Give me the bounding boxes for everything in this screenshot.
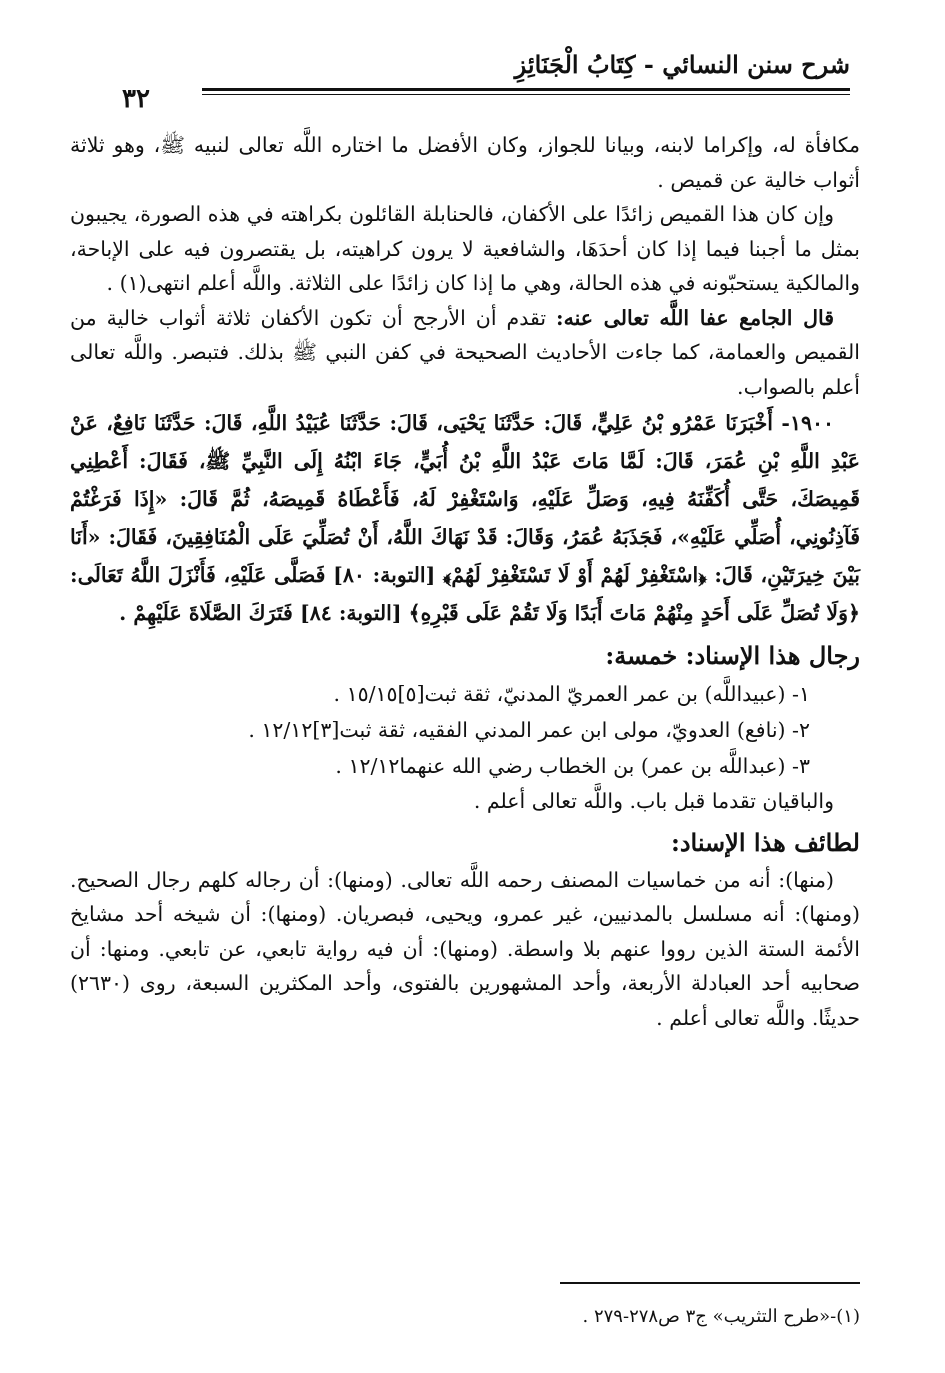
narrator-item: ١- (عبيداللَّه) بن عمر العمريّ المدنيّ، ثقة ثبت[٥]١٥/١٥ .: [333, 682, 810, 706]
narrator-item: ٣- (عبداللَّه بن عمر) بن الخطاب رضي الله عنهما١٢/١٢ .: [335, 754, 810, 778]
header-title: شرح سنن النسائي - كِتَابُ الْجَنَائِزِ: [514, 50, 850, 79]
paragraph: مكافأة له، وإكراما لابنه، وبيانا للجواز، وكان الأفضل ما اختاره اللَّه تعالى لنبيه ﷺ، وهو ثلاثة أثواب خالية عن قميص .: [70, 133, 860, 192]
footnote-rule: [560, 1282, 860, 1284]
jami-text: تقدم أن الأرجح أن تكون الأكفان ثلاثة أثواب خالية من القميص والعمامة، كما جاءت الأحاديث الصحيحة في كفن النبي ﷺ بذلك. فتبصر. واللَّه تعالى أعلم بالصواب.: [70, 305, 860, 399]
narrator-item: ٢- (نافع) العدويّ، مولى ابن عمر المدني الفقيه، ثقة ثبت[٣]١٢/١٢ .: [248, 718, 810, 742]
footnote: (١)-«طرح التثريب» ج٣ ص٢٧٨-٢٧٩ .: [582, 1306, 860, 1327]
jami-paragraph: [70, 301, 860, 405]
page-body: [70, 128, 860, 1035]
page: [70, 40, 860, 1327]
running-header: [70, 40, 860, 114]
lataif-heading: لطائف هذا الإسناد:: [670, 827, 860, 857]
rijal-closing: والباقيان تقدما قبل باب. واللَّه تعالى أعلم .: [473, 789, 834, 813]
rijal-heading: رجال هذا الإسناد: خمسة:: [605, 641, 860, 670]
page-number: ٣٢: [70, 84, 202, 114]
paragraph: وإن كان هذا القميص زائدًا على الأكفان، فالحنابلة القائلون بكراهته في هذه الصورة، يجيبون بمثل ما أجبنا فيما إذا كان أحدَهَا، والشافعية لا يرون كراهيته، بل يقتصرون فيه على الإباحة، والمالكية يستحبّونه في هذه الحالة، وهي ما إذا كان زائدًا على الثلاثة. واللَّه أعلم انتهى(١) .: [70, 202, 860, 295]
lataif-text: (منها): أنه من خماسيات المصنف رحمه اللَّه تعالى. (ومنها): أن رجاله كلهم رجال الصحيح. (ومنها): أنه مسلسل بالمدنيين، غير عمرو، ويحيى، فبصريان. (ومنها): أن شيخه أحد مشايخ الأئمة الستة الذين رووا عنهم بلا واسطة. (ومنها): أن فيه رواية تابعي، عن تابعي. ومنها: أن صحابيه أحد العبادلة الأربعة، وأحد المشهورين بالفتوى، وأحد المكثرين السبعة، روى (٢٦٣٠) حديثًا. واللَّه تعالى أعلم .: [70, 867, 860, 1030]
jami-label: قال الجامع عفا اللَّه تعالى عنه:: [556, 305, 835, 330]
hadith-text: ١٩٠٠- أَخْبَرَنَا عَمْرُو بْنُ عَلِيٍّ، قَالَ: حَدَّثَنَا يَحْيَى، قَالَ: حَدَّثَنَا عُبَيْدُ اللَّهِ، قَالَ: حَدَّثَنَا نَافِعٌ، عَنْ عَبْدِ اللَّهِ بْنِ عُمَرَ، قَالَ: لَمَّا مَاتَ عَبْدُ اللَّهِ بْنُ أُبَيٍّ، جَاءَ ابْنُهُ إِلَى النَّبِيِّ ﷺ، فَقَالَ: أَعْطِنِي قَمِيصَكَ، حَتَّى أُكَفِّنَهُ فِيهِ، وَصَلِّ عَلَيْهِ، وَاسْتَغْفِرْ لَهُ، فَأَعْطَاهُ قَمِيصَهُ، ثُمَّ قَالَ: «إِذَا فَرَغْتُمْ فَآذِنُونِي، أُصَلِّي عَلَيْهِ»، فَجَذَبَهُ عُمَرُ، وَقَالَ: قَدْ نَهَاكَ اللَّهُ، أَنْ تُصَلِّيَ عَلَى الْمُنَافِقِينَ، فَقَالَ: «أَنَا بَيْنَ خِيرَتَيْنِ، قَالَ: ﴿اسْتَغْفِرْ لَهُمْ أَوْ لَا تَسْتَغْفِرْ لَهُمْ﴾ [التوبة: ٨٠] فَصَلَّى عَلَيْهِ، فَأَنْزَلَ اللَّهُ تَعَالَى: ﴿وَلَا تُصَلِّ عَلَى أَحَدٍ مِنْهُمْ مَاتَ أَبَدًا وَلَا تَقُمْ عَلَى قَبْرِهِ﴾ [التوبة: ٨٤] فَتَرَكَ الصَّلَاةَ عَلَيْهِمْ .: [70, 411, 860, 625]
